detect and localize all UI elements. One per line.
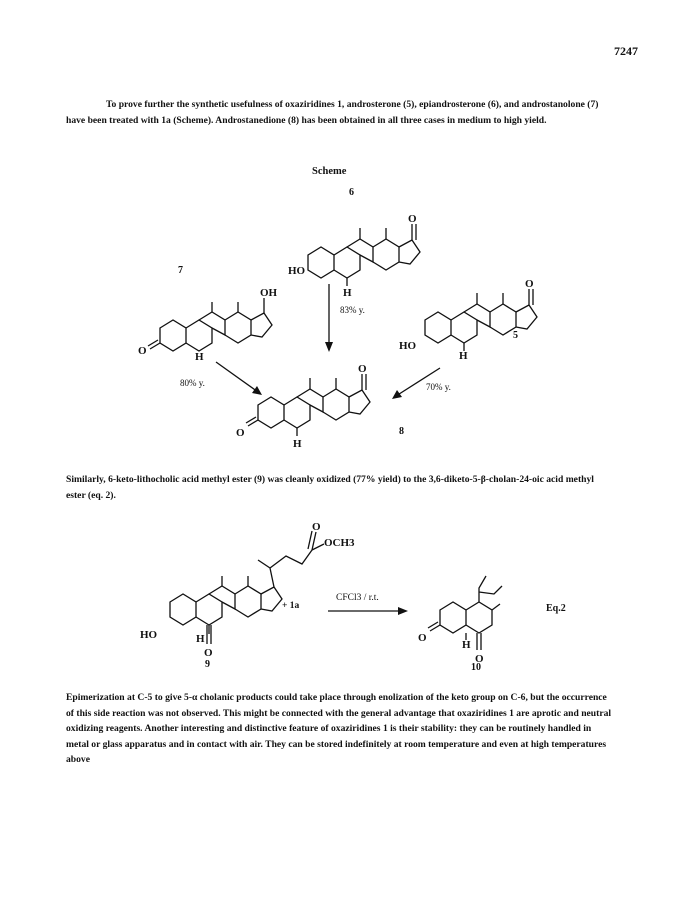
hydroxyl-label-5: HO [399,340,417,352]
hydrogen-label-5: H [459,350,468,362]
ketone-oxygen-7: O [138,345,147,357]
page-number: 7247 [614,44,638,58]
compound-5-label: 5 [513,330,518,341]
hydrogen-label-8: H [293,438,302,450]
yield-from-6: 83% y. [340,305,365,315]
ketone-oxygen-8b: O [236,427,245,439]
ketone-oxygen-8a: O [358,363,367,375]
hydroxyl-label-7: OH [260,287,278,299]
hydroxyl-label-6: HO [288,265,306,277]
yield-from-7: 80% y. [180,378,205,388]
compound-7-label: 7 [178,265,183,276]
ester-oxygen-9: O [312,521,321,533]
hydroxyl-label-9: HO [140,629,158,641]
equation-label: Eq.2 [546,603,566,614]
compound-10-structure [418,566,544,676]
paragraph-intro: To prove further the synthetic usefulness of oxaziridines 1, androsterone (5), epiandrosterone (6), and androstanolone (7) have been treated with 1a (Scheme). Androstanedione (8) has been obtained in all three cases in medium to high yield. [66,99,599,126]
hydrogen-label-6: H [343,287,352,299]
ketone-oxygen-6: O [408,213,417,225]
compound-10-label: 10 [471,662,481,673]
scheme-title: Scheme [312,166,347,177]
ketone-oxygen-10b: O [475,653,484,665]
paragraph-oxidation: Similarly, 6-keto-lithocholic acid methyl ester (9) was cleanly oxidized (77% yield) to the 3,6-diketo-5-β-cholan-24-oic acid methyl ester (eq. 2). [66,474,594,501]
ketone-oxygen-10a: O [418,632,427,644]
paragraph-epimerization: Epimerization at C-5 to give 5-α cholanic products could take place through enolization of the keto group on C-6, but the occurrence of this side reaction was not observed. This might be connected with the general advantage that oxaziridines 1 are aprotic and neutral oxidizing reagents. Another interesting and distinctive feature of oxaziridines 1 is their stability: they can be routinely handled in metal or glass apparatus and in contact with air. They can be stored indefinitely at room temperature and even at high temperatures above [66,692,612,765]
compound-9-label: 9 [205,659,210,670]
hydrogen-label-10: H [462,639,471,651]
hydrogen-label-7: H [195,351,204,363]
compound-8-label: 8 [399,426,404,437]
reagent-plus: + 1a [282,601,300,611]
ketone-oxygen-5: O [525,278,534,290]
compound-6-label: 6 [349,187,354,198]
ketone-oxygen-9: O [204,647,213,659]
yield-from-5: 70% y. [426,382,451,392]
hydrogen-label-9: H [196,633,205,645]
reaction-conditions: CFCl3 / r.t. [336,593,379,603]
ester-group-9: OCH3 [324,537,355,549]
